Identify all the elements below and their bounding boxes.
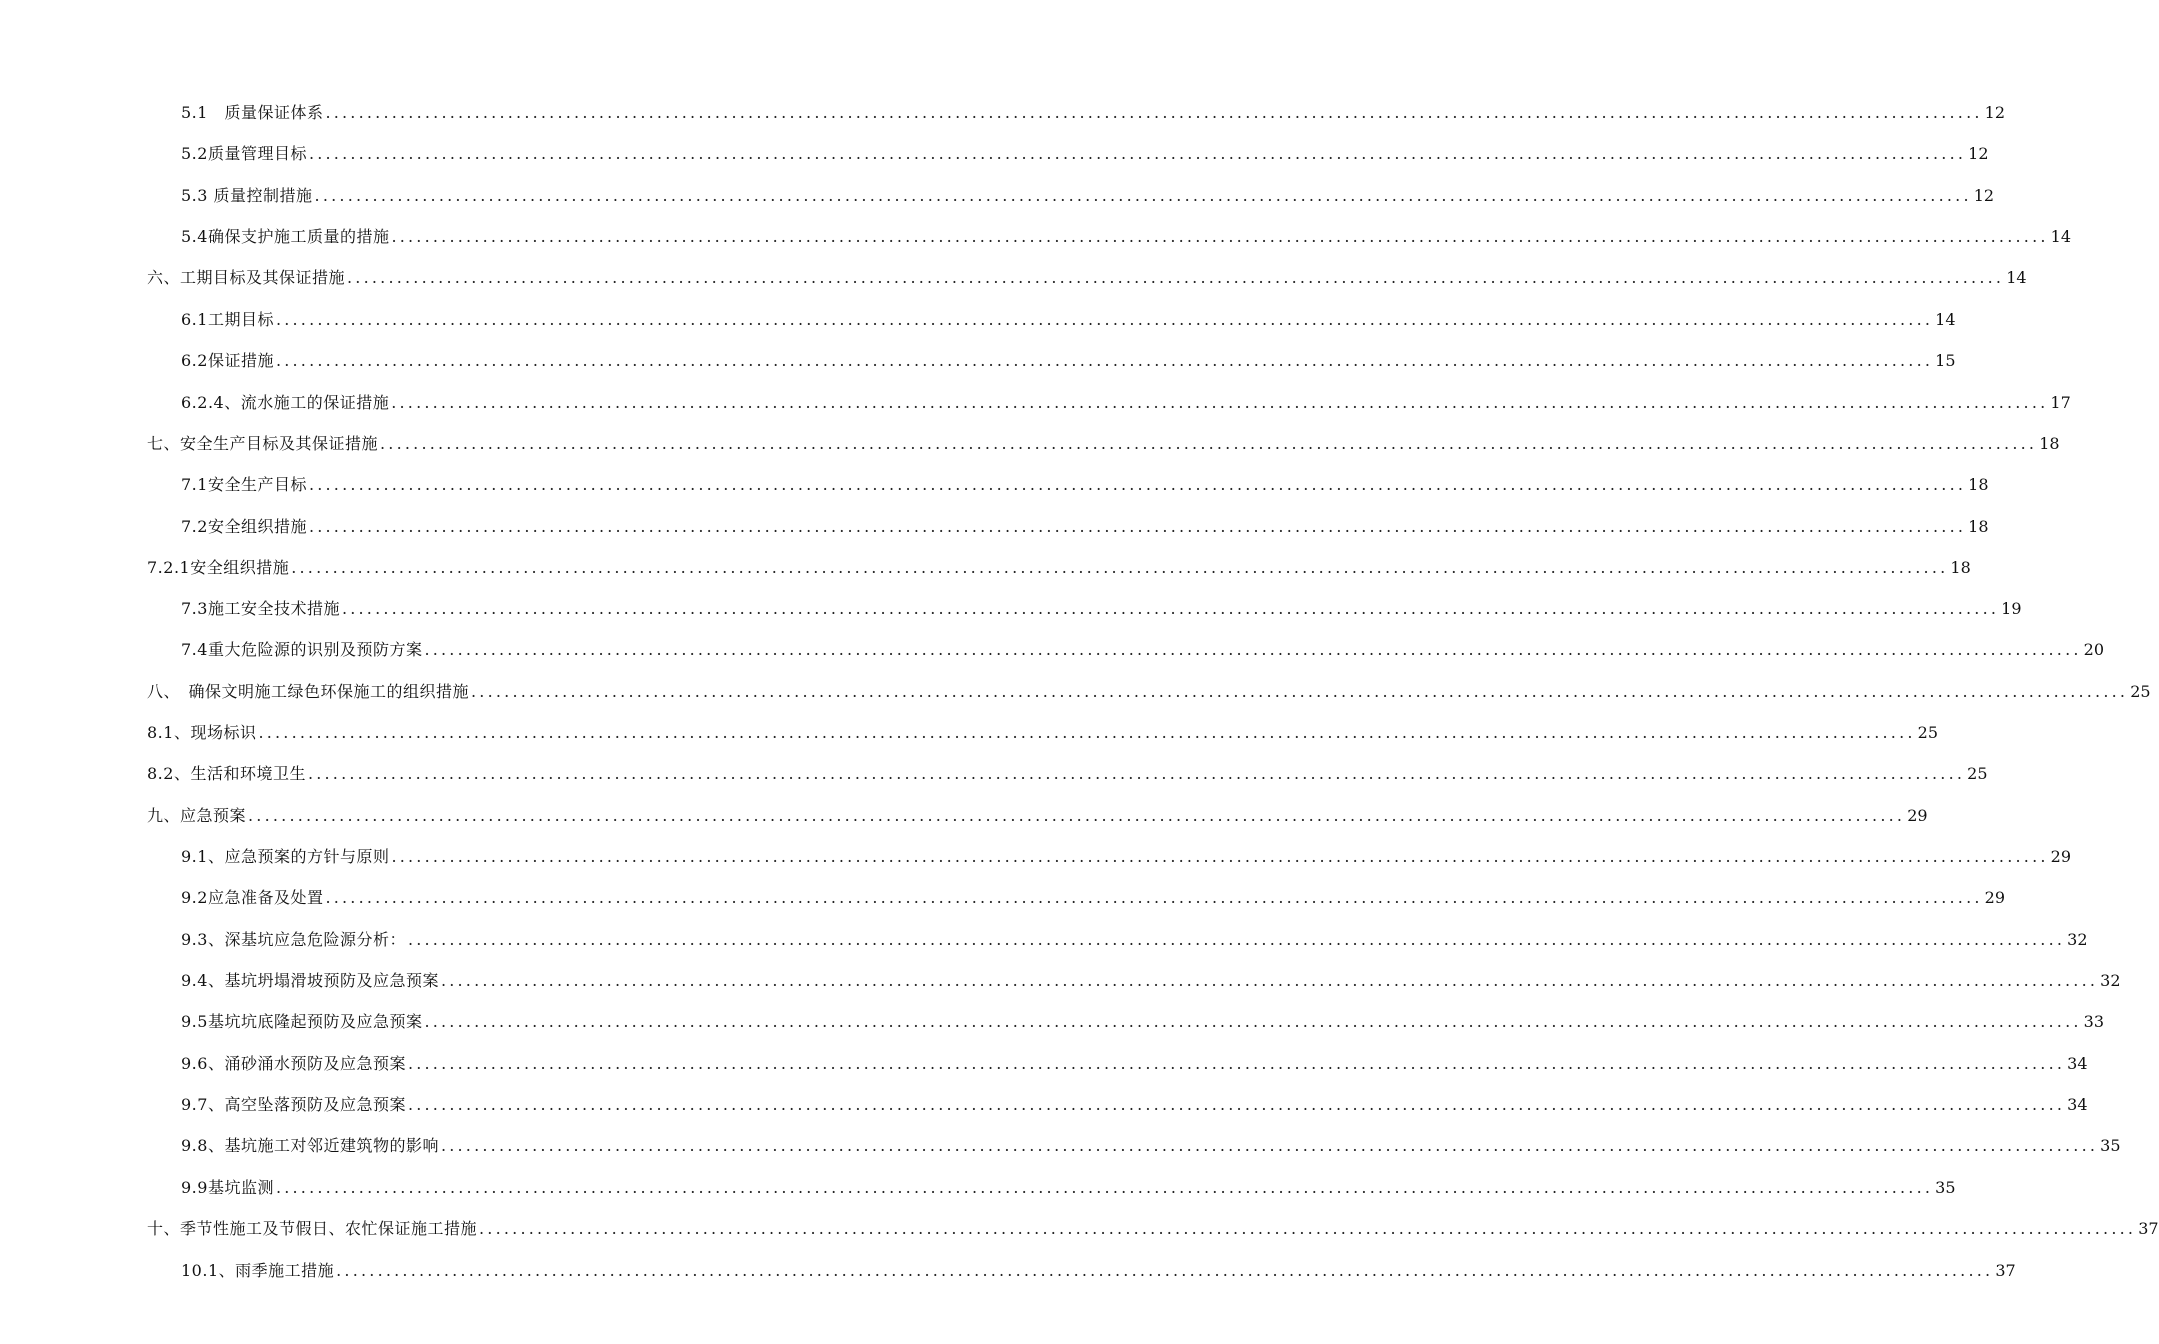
toc-entry-title: 7.2安全组织措施 [181,517,307,536]
toc-entry-page: 34 [2067,1095,2088,1114]
toc-entry-title: 10.1、雨季施工措施 [181,1261,335,1280]
toc-leader-dots: ........................................................................................................................................................................................................ [347,268,2005,287]
toc-leader-dots: ........................................................................................................................................................................................................ [308,517,1967,536]
toc-entry-page: 29 [1907,806,1928,825]
toc-entry-page: 18 [1950,558,1971,577]
toc-leader-dots: ........................................................................................................................................................................................................ [380,434,2038,453]
toc-entry-title: 7.3施工安全技术措施 [181,599,340,618]
toc-entry-title: 9.4、基坑坍塌滑坡预防及应急预案 [181,971,439,990]
toc-entry-title: 9.7、高空坠落预防及应急预案 [181,1095,406,1114]
toc-entry[interactable] [147,762,1988,786]
toc-entry[interactable] [181,1176,1956,1200]
toc-entry-page: 12 [1984,103,2005,122]
toc-entry[interactable] [181,225,2071,249]
toc-leader-dots: ........................................................................................................................................................................................................ [314,186,1972,205]
toc-entry-title: 9.2应急准备及处置 [181,888,324,907]
toc-entry[interactable] [181,349,1956,373]
toc-leader-dots: ........................................................................................................................................................................................................ [479,1219,2137,1238]
toc-leader-dots: ........................................................................................................................................................................................................ [440,1136,2099,1155]
toc-entry-title: 6.2.4、流水施工的保证措施 [181,393,390,412]
toc-entry-page: 29 [1984,888,2005,907]
toc-entry-title: 9.3、深基坑应急危险源分析： [181,930,406,949]
toc-entry-page: 18 [1968,517,1989,536]
toc-leader-dots: ........................................................................................................................................................................................................ [391,847,2049,866]
toc-entry-title: 9.1、应急预案的方针与原则 [181,847,390,866]
toc-entry[interactable] [181,638,2104,662]
toc-entry-title: 9.5基坑坑底隆起预防及应急预案 [181,1012,423,1031]
toc-entry-page: 37 [2138,1219,2159,1238]
toc-entry[interactable] [147,266,2027,290]
toc-entry-page: 15 [1935,351,1956,370]
toc-leader-dots: ........................................................................................................................................................................................................ [440,971,2099,990]
toc-entry[interactable] [181,1093,2088,1117]
toc-leader-dots: ........................................................................................................................................................................................................ [325,103,1983,122]
toc-entry-title: 6.1工期目标 [181,310,274,329]
toc-entry-title: 九、应急预案 [147,806,247,825]
toc-entry-page: 35 [1935,1178,1956,1197]
toc-entry[interactable] [147,556,1971,580]
toc-entry[interactable] [181,928,2088,952]
toc-leader-dots: ........................................................................................................................................................................................................ [308,475,1967,494]
toc-entry-page: 17 [2050,393,2071,412]
toc-entry-title: 9.6、涌砂涌水预防及应急预案 [181,1054,406,1073]
toc-entry-title: 6.2保证措施 [181,351,274,370]
toc-leader-dots: ........................................................................................................................................................................................................ [308,144,1967,163]
toc-leader-dots: ........................................................................................................................................................................................................ [471,682,2129,701]
toc-entry[interactable] [181,886,2005,910]
toc-entry[interactable] [181,473,1989,497]
toc-entry[interactable] [181,1010,2104,1034]
toc-entry-page: 12 [1968,144,1989,163]
toc-entry[interactable] [181,515,1989,539]
toc-entry-title: 8.1、现场标识 [147,723,257,742]
toc-entry-page: 25 [1967,764,1988,783]
toc-entry-title: 9.8、基坑施工对邻近建筑物的影响 [181,1136,439,1155]
toc-entry-title: 七、安全生产目标及其保证措施 [147,434,379,453]
toc-entry-title: 5.3 质量控制措施 [181,186,313,205]
toc-entry-page: 14 [2006,268,2027,287]
toc-entry-page: 32 [2067,930,2088,949]
toc-entry-page: 19 [2001,599,2022,618]
toc-leader-dots: ........................................................................................................................................................................................................ [258,723,1916,742]
toc-entry[interactable] [181,142,1989,166]
toc-entry-page: 34 [2067,1054,2088,1073]
toc-leader-dots: ........................................................................................................................................................................................................ [248,806,1906,825]
toc-entry-page: 18 [2039,434,2060,453]
toc-entry[interactable] [181,597,2022,621]
toc-leader-dots: ........................................................................................................................................................................................................ [407,1095,2066,1114]
toc-entry-page: 37 [1995,1261,2016,1280]
toc-entry-page: 33 [2083,1012,2104,1031]
toc-leader-dots: ........................................................................................................................................................................................................ [275,310,1934,329]
toc-entry-title: 八、 确保文明施工绿色环保施工的组织措施 [147,682,470,701]
toc-leader-dots: ........................................................................................................................................................................................................ [407,930,2066,949]
toc-entry[interactable] [181,1134,2121,1158]
toc-leader-dots: ........................................................................................................................................................................................................ [275,1178,1934,1197]
toc-entry-page: 14 [1935,310,1956,329]
toc-entry[interactable] [181,969,2121,993]
toc-entry-title: 十、季节性施工及节假日、农忙保证施工措施 [147,1219,478,1238]
toc-entry-title: 7.1安全生产目标 [181,475,307,494]
toc-entry-title: 7.2.1安全组织措施 [147,558,290,577]
toc-entry-page: 25 [2130,682,2151,701]
toc-leader-dots: ........................................................................................................................................................................................................ [307,764,1966,783]
toc-entry[interactable] [147,432,2060,456]
toc-entry-page: 35 [2100,1136,2121,1155]
toc-entry-title: 六、工期目标及其保证措施 [147,268,346,287]
toc-entry-page: 32 [2100,971,2121,990]
toc-leader-dots: ........................................................................................................................................................................................................ [325,888,1983,907]
toc-leader-dots: ........................................................................................................................................................................................................ [291,558,1949,577]
toc-entry[interactable] [147,804,1928,828]
toc-leader-dots: ........................................................................................................................................................................................................ [275,351,1934,370]
toc-entry[interactable] [147,680,2151,704]
toc-leader-dots: ........................................................................................................................................................................................................ [424,640,2082,659]
toc-entry-title: 5.4确保支护施工质量的措施 [181,227,390,246]
toc-entry-title: 8.2、生活和环境卫生 [147,764,306,783]
toc-entry-title: 9.9基坑监测 [181,1178,274,1197]
toc-entry[interactable] [181,1259,2016,1283]
toc-entry-page: 29 [2050,847,2071,866]
toc-entry-title: 7.4重大危险源的识别及预防方案 [181,640,423,659]
toc-leader-dots: ........................................................................................................................................................................................................ [407,1054,2066,1073]
toc-leader-dots: ........................................................................................................................................................................................................ [341,599,2000,618]
toc-leader-dots: ........................................................................................................................................................................................................ [391,393,2049,412]
toc-leader-dots: ........................................................................................................................................................................................................ [424,1012,2082,1031]
toc-entry[interactable] [181,101,2005,125]
toc-entry[interactable] [181,1052,2088,1076]
toc-leader-dots: ........................................................................................................................................................................................................ [336,1261,1994,1280]
toc-leader-dots: ........................................................................................................................................................................................................ [391,227,2049,246]
toc-entry[interactable] [147,1217,2159,1241]
toc-entry-title: 5.1 质量保证体系 [181,103,324,122]
toc-entry-page: 18 [1968,475,1989,494]
toc-entry-page: 25 [1917,723,1938,742]
toc-entry-page: 20 [2083,640,2104,659]
toc-entry[interactable] [147,721,1938,745]
toc-entry-page: 14 [2050,227,2071,246]
toc-entry[interactable] [181,845,2071,869]
toc-entry[interactable] [181,391,2071,415]
toc-entry[interactable] [181,308,1956,332]
toc-entry[interactable] [181,184,1995,208]
toc-entry-title: 5.2质量管理目标 [181,144,307,163]
toc-entry-page: 12 [1973,186,1995,205]
